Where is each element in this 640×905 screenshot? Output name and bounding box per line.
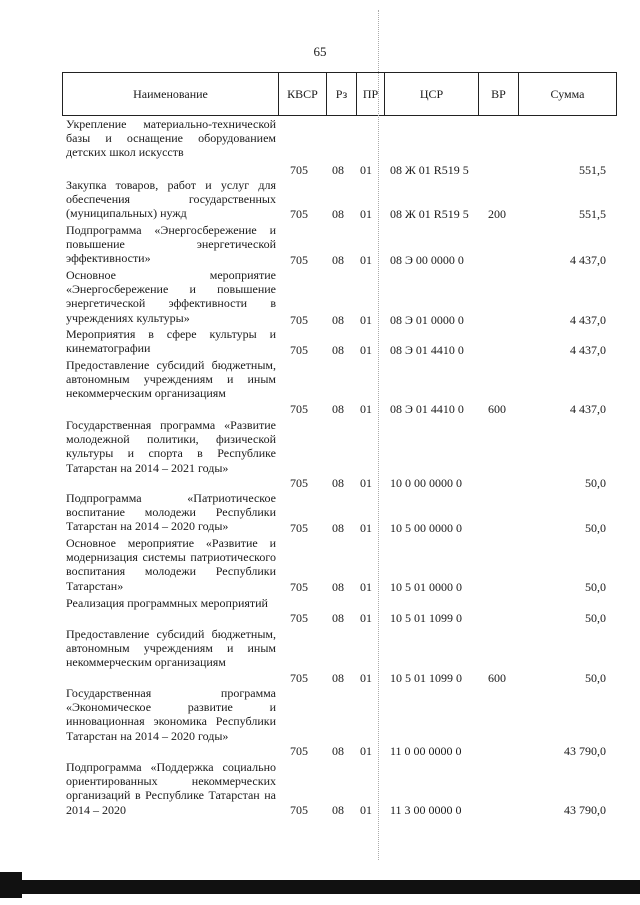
row-sum: 551,5 [579,163,606,177]
row-rz: 08 [332,744,344,758]
row-kvsr: 705 [290,611,308,625]
row-name: Государственная программа «Экономическое развитие и инновационная экономика Республики Татарстан на 2014 – 2020 годы» [66,686,276,743]
row-kvsr: 705 [290,744,308,758]
row-csr: 11 3 00 0000 0 [390,803,462,817]
row-name: Мероприятия в сфере культуры и кинематографии [66,327,276,356]
row-name: Государственная программа «Развитие молодежной политики, физической культуры и спорта в Республике Татарстан на 2014 – 2021 годы» [66,418,276,475]
row-pr: 01 [360,476,372,490]
row-name: Предоставление субсидий бюджетным, автономным учреждениям и иным некоммерческим организациям [66,627,276,670]
row-name: Подпрограмма «Патриотическое воспитание молодежи Республики Татарстан на 2014 – 2020 годы» [66,491,276,534]
row-kvsr: 705 [290,580,308,594]
row-csr: 10 0 00 0000 0 [390,476,462,490]
row-csr: 10 5 01 1099 0 [390,611,462,625]
row-kvsr: 705 [290,521,308,535]
row-vr: 200 [488,207,506,221]
row-pr: 01 [360,343,372,357]
row-pr: 01 [360,803,372,817]
row-csr: 11 0 00 0000 0 [390,744,462,758]
row-name: Основное мероприятие «Развитие и модернизация системы патриотического воспитания молодежи Республики Татарстан» [66,536,276,593]
row-pr: 01 [360,402,372,416]
row-kvsr: 705 [290,402,308,416]
row-rz: 08 [332,343,344,357]
row-csr: 10 5 00 0000 0 [390,521,462,535]
row-pr: 01 [360,671,372,685]
row-kvsr: 705 [290,253,308,267]
row-sum: 4 437,0 [570,343,606,357]
row-csr: 08 Э 01 4410 0 [390,343,464,357]
row-sum: 4 437,0 [570,313,606,327]
row-name: Подпрограмма «Поддержка социально ориентированных некоммерческих организаций в Республике Татарстан на 2014 – 2020 [66,760,276,817]
row-csr: 10 5 01 1099 0 [390,671,462,685]
row-rz: 08 [332,207,344,221]
row-pr: 01 [360,611,372,625]
header-name: Наименование [63,73,279,115]
row-kvsr: 705 [290,671,308,685]
row-name: Подпрограмма «Энергосбережение и повышение энергетической эффективности» [66,223,276,266]
row-kvsr: 705 [290,207,308,221]
row-rz: 08 [332,313,344,327]
row-sum: 50,0 [585,580,606,594]
row-kvsr: 705 [290,803,308,817]
row-vr: 600 [488,402,506,416]
row-kvsr: 705 [290,476,308,490]
row-rz: 08 [332,253,344,267]
row-pr: 01 [360,313,372,327]
header-sum: Сумма [550,86,585,101]
row-rz: 08 [332,521,344,535]
row-kvsr: 705 [290,313,308,327]
row-pr: 01 [360,580,372,594]
row-csr: 10 5 01 0000 0 [390,580,462,594]
row-sum: 50,0 [585,476,606,490]
row-sum: 551,5 [579,207,606,221]
row-name: Реализация программных мероприятий [66,596,268,610]
row-sum: 50,0 [585,611,606,625]
row-sum: 50,0 [585,521,606,535]
row-rz: 08 [332,476,344,490]
row-pr: 01 [360,163,372,177]
row-rz: 08 [332,163,344,177]
row-pr: 01 [360,521,372,535]
row-csr: 08 Э 01 4410 0 [390,402,464,416]
row-rz: 08 [332,611,344,625]
row-rz: 08 [332,671,344,685]
row-rz: 08 [332,580,344,594]
page-number: 65 [313,44,327,59]
header-vr: ВР [479,73,519,115]
row-pr: 01 [360,207,372,221]
row-csr: 08 Э 01 0000 0 [390,313,464,327]
scan-bottom-border [0,880,640,894]
row-name: Предоставление субсидий бюджетным, автономным учреждениям и иным некоммерческим организациям [66,358,276,401]
row-name: Закупка товаров, работ и услуг для обеспечения государственных (муниципальных) нужд [66,178,276,221]
header-rz: Рз [327,73,357,115]
row-sum: 50,0 [585,671,606,685]
row-vr: 600 [488,671,506,685]
row-kvsr: 705 [290,163,308,177]
row-sum: 43 790,0 [564,744,606,758]
row-sum: 4 437,0 [570,402,606,416]
row-csr: 08 Э 00 0000 0 [390,253,464,267]
row-name: Основное мероприятие «Энергосбережение и повышение энергетической эффективности в учреждениях культуры» [66,268,276,325]
row-pr: 01 [360,253,372,267]
row-rz: 08 [332,402,344,416]
header-csr: ЦСР [385,73,479,115]
header-kvsr: КВСР [279,73,327,115]
row-pr: 01 [360,744,372,758]
row-kvsr: 705 [290,343,308,357]
row-rz: 08 [332,803,344,817]
row-name: Укрепление материально-технической базы и оснащение оборудованием детских школ искусств [66,117,276,160]
row-sum: 43 790,0 [564,803,606,817]
row-csr: 08 Ж 01 R519 5 [390,207,469,221]
row-sum: 4 437,0 [570,253,606,267]
row-csr: 08 Ж 01 R519 5 [390,163,469,177]
header-pr: ПР [357,73,385,115]
